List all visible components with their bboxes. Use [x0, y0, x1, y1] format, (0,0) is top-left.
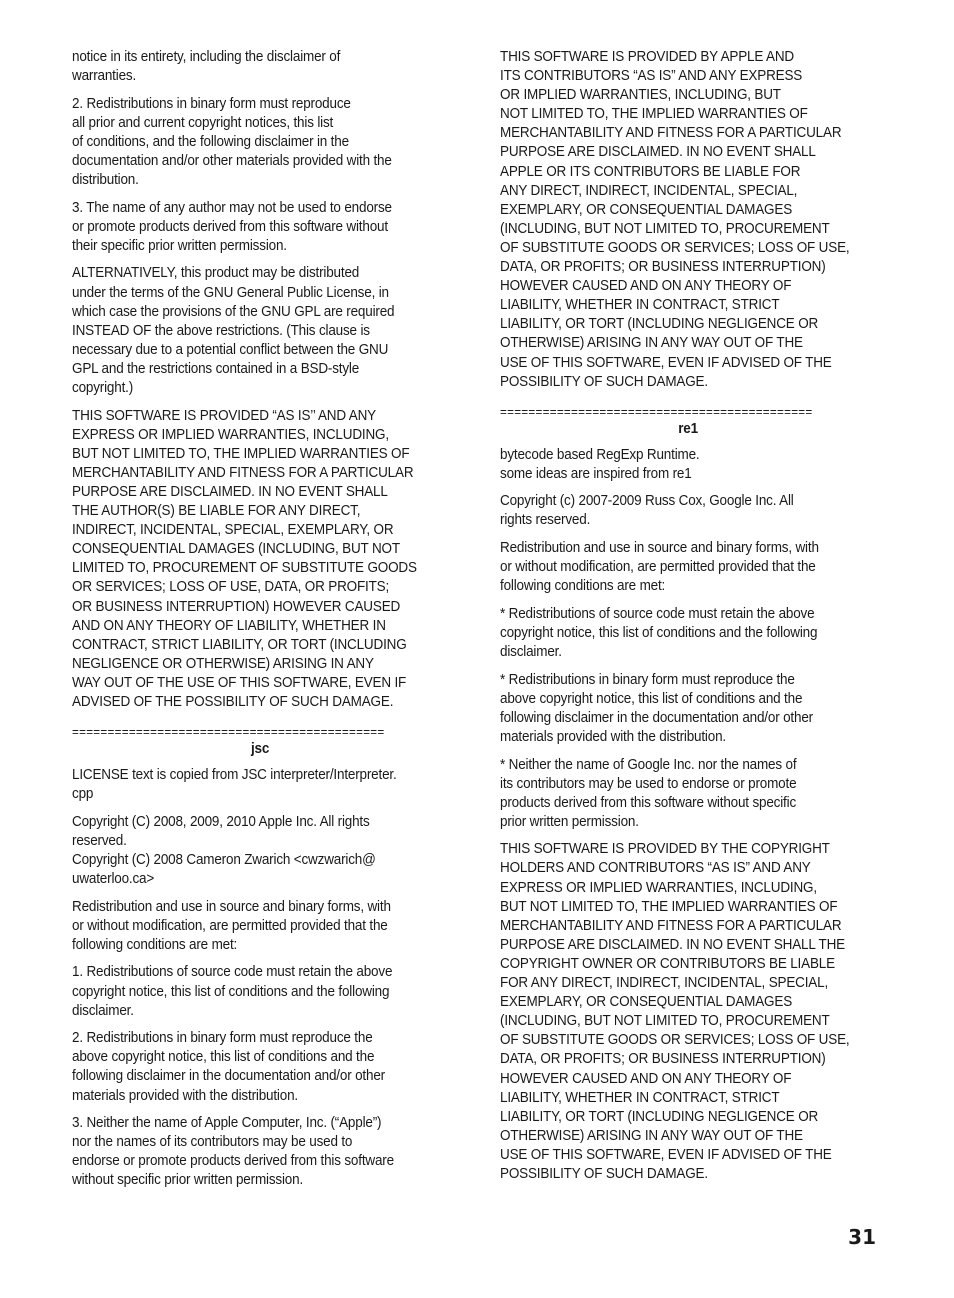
left-column [72, 47, 448, 1198]
paragraph-warranty-disclaimer: THIS SOFTWARE IS PROVIDED “AS IS’’ AND ANY EXPRESS OR IMPLIED WARRANTIES, INCLUDING, BUT NOT LIMITED TO, THE IMPLIED WARRANTIES OF MERCHANTABILITY AND FITNESS FOR A PARTICULAR PURPOSE ARE DISCLAIMED. IN NO EVENT SHALL THE AUTHOR(S) BE LIABLE FOR ANY DIRECT, INDIRECT, INCIDENTAL, SPECIAL, EXEMPLARY, OR CONSEQUENTIAL DAMAGES (INCLUDING, BUT NOT LIMITED TO, PROCUREMENT OF SUBSTITUTE GOODS OR SERVICES; LOSS OF USE, DATA, OR PROFITS; OR BUSINESS INTERRUPTION) HOWEVER CAUSED AND ON ANY THEORY OF LIABILITY, WHETHER IN CONTRACT, STRICT LIABILITY, OR TORT (INCLUDING NEGLIGENCE OR OTHERWISE) ARISING IN ANY WAY OUT OF THE USE OF THIS SOFTWARE, EVEN IF ADVISED OF THE POSSIBILITY OF SUCH DAMAGE. [72, 406, 417, 710]
page-number: 31 [848, 1225, 876, 1249]
paragraph-re1-condition-2: * Redistributions in binary form must reproduce the above copyright notice, this list of conditions and the following disclaimer in the documentation and/or other materials provided with the distribution. [500, 670, 813, 745]
paragraph-jsc-redistribution: Redistribution and use in source and binary forms, with or without modification, are permitted provided that the following conditions are met: [72, 897, 391, 953]
paragraph-re1-condition-1: * Redistributions of source code must retain the above copyright notice, this list of conditions and the following disclaimer. [500, 604, 818, 661]
paragraph-jsc-license-source: LICENSE text is copied from JSC interpreter/Interpreter. cpp [72, 766, 397, 803]
paragraph-jsc-condition-1: 1. Redistributions of source code must retain the above copyright notice, this list of conditions and the following disclaimer. [72, 963, 393, 1019]
section-title-jsc: jsc [250, 740, 270, 758]
paragraph-re1-redistribution: Redistribution and use in source and binary forms, with or without modification, are permitted provided that the following conditions are met: [500, 539, 819, 595]
paragraph-re1-condition-3: * Neither the name of Google Inc. nor the names of its contributors may be used to endorse or promote products derived from this software without specific prior written permission. [500, 755, 797, 830]
paragraph-jsc-condition-3: 3. Neither the name of Apple Computer, Inc. (“Apple”) nor the names of its contributors may be used to endorse or promote products derived from this software without specific prior written permission. [72, 1114, 394, 1189]
paragraph-apple-warranty-disclaimer: THIS SOFTWARE IS PROVIDED BY APPLE AND ITS CONTRIBUTORS “AS IS” AND ANY EXPRESS OR IMPLIED WARRANTIES, INCLUDING, BUT NOT LIMITED TO, THE IMPLIED WARRANTIES OF MERCHANTABILITY AND FITNESS FOR A PARTICULAR PURPOSE ARE DISCLAIMED. IN NO EVENT SHALL APPLE OR ITS CONTRIBUTORS BE LIABLE FOR ANY DIRECT, INDIRECT, INCIDENTAL, SPECIAL, EXEMPLARY, OR CONSEQUENTIAL DAMAGES (INCLUDING, BUT NOT LIMITED TO, PROCUREMENT OF SUBSTITUTE GOODS OR SERVICES; LOSS OF USE, DATA, OR PROFITS; OR BUSINESS INTERRUPTION) HOWEVER CAUSED AND ON ANY THEORY OF LIABILITY, WHETHER IN CONTRACT, STRICT LIABILITY, OR TORT (INCLUDING NEGLIGENCE OR OTHERWISE) ARISING IN ANY WAY OUT OF THE USE OF THIS SOFTWARE, EVEN IF ADVISED OF THE POSSIBILITY OF SUCH DAMAGE. [500, 48, 850, 390]
paragraph-jsc-condition-2: 2. Redistributions in binary form must reproduce the above copyright notice, this list of conditions and the following disclaimer in the documentation and/or other materials provided with the distribution. [72, 1029, 385, 1104]
paragraph-re1-warranty-disclaimer: THIS SOFTWARE IS PROVIDED BY THE COPYRIGHT HOLDERS AND CONTRIBUTORS “AS IS” AND ANY EXPRESS OR IMPLIED WARRANTIES, INCLUDING, BUT NOT LIMITED TO, THE IMPLIED WARRANTIES OF MERCHANTABILITY AND FITNESS FOR A PARTICULAR PURPOSE ARE DISCLAIMED. IN NO EVENT SHALL THE COPYRIGHT OWNER OR CONTRIBUTORS BE LIABLE FOR ANY DIRECT, INDIRECT, INCIDENTAL, SPECIAL, EXEMPLARY, OR CONSEQUENTIAL DAMAGES (INCLUDING, BUT NOT LIMITED TO, PROCUREMENT OF SUBSTITUTE GOODS OR SERVICES; LOSS OF USE, DATA, OR PROFITS; OR BUSINESS INTERRUPTION) HOWEVER CAUSED AND ON ANY THEORY OF LIABILITY, WHETHER IN CONTRACT, STRICT LIABILITY, OR TORT (INCLUDING NEGLIGENCE OR OTHERWISE) ARISING IN ANY WAY OUT OF THE USE OF THIS SOFTWARE, EVEN IF ADVISED OF THE POSSIBILITY OF SUCH DAMAGE. [500, 840, 850, 1182]
section-title-re1: re1 [678, 419, 698, 437]
section-separator: ============================================ [500, 404, 813, 419]
paragraph-re1-copyright: Copyright (c) 2007-2009 Russ Cox, Google Inc. All rights reserved. [500, 492, 794, 529]
paragraph-jsc-copyright: Copyright (C) 2008, 2009, 2010 Apple Inc. All rights reserved. Copyright (C) 2008 Cameron Zwarich <cwzwarich@ uwaterloo.ca> [72, 812, 376, 888]
paragraph-disclaimer-notice: notice in its entirety, including the disclaimer of warranties. [72, 48, 341, 85]
right-column [500, 47, 876, 1192]
paragraph-gpl-alternative: ALTERNATIVELY, this product may be distributed under the terms of the GNU General Public License, in which case the provisions of the GNU GPL are required INSTEAD OF the above restrictions. (This clause is necessary due to a potential conflict between the GNU GPL and the restrictions contained in a BSD-style copyright.) [72, 264, 395, 396]
paragraph-binary-redistribution: 2. Redistributions in binary form must reproduce all prior and current copyright notices, this list of conditions, and the following disclaimer in the documentation and/or other materials provided with the distribution. [72, 94, 392, 189]
section-separator: ============================================ [72, 725, 385, 740]
paragraph-re1-description: bytecode based RegExp Runtime. some ideas are inspired from re1 [500, 445, 700, 482]
paragraph-author-name: 3. The name of any author may not be used to endorse or promote products derived from this software without their specific prior written permission. [72, 198, 392, 254]
